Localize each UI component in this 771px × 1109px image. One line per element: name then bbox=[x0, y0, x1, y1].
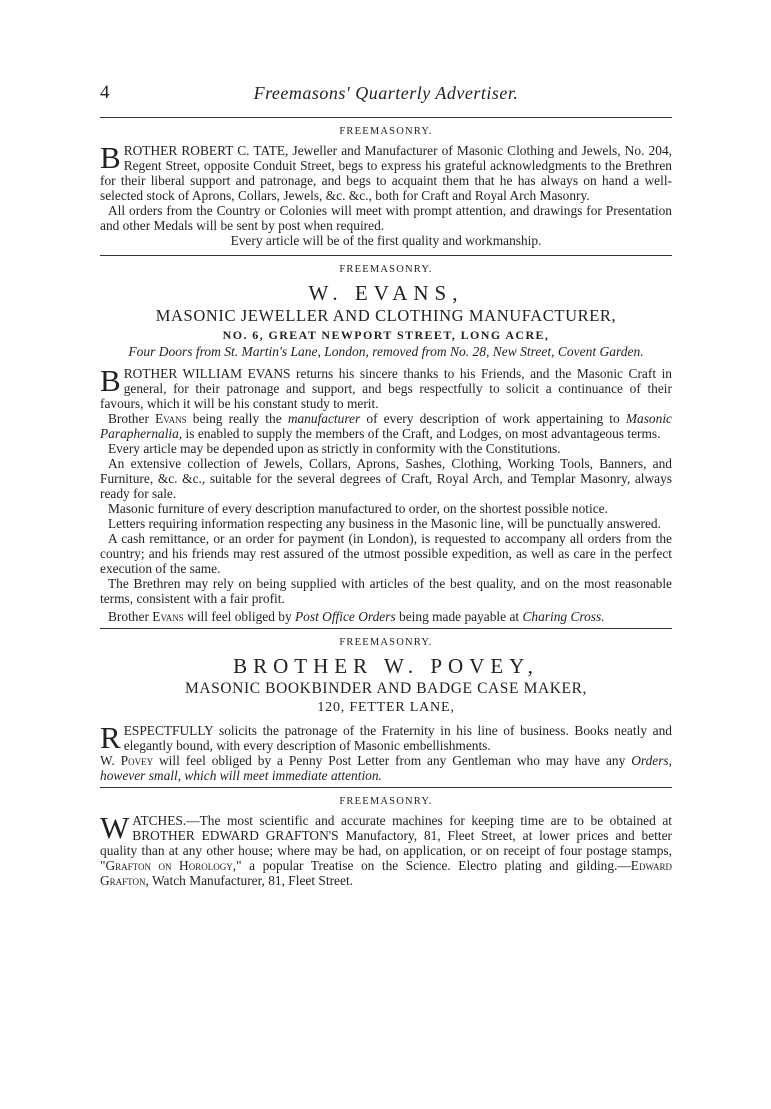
ad-divider bbox=[100, 255, 672, 256]
ad-paragraph: RESPECTFULLY solicits the patronage of the Fraternity in his line of business. Books neatly and elegantly bound, with every description of Masonic embellishments. bbox=[100, 720, 672, 755]
advertiser-name: W. EVANS, bbox=[308, 281, 464, 305]
page bbox=[100, 78, 672, 888]
ad-label: FREEMASONRY. bbox=[339, 796, 433, 807]
advertisement-povey bbox=[100, 635, 672, 783]
ad-paragraph: Letters requiring information respecting any business in the Masonic line, will be punctually answered. bbox=[108, 516, 661, 531]
advertiser-address: 120, FETTER LANE, bbox=[317, 700, 455, 715]
running-header bbox=[100, 78, 672, 108]
ad-paragraph: BROTHER ROBERT C. TATE, Jeweller and Manufacturer of Masonic Clothing and Jewels, No. 204, Regent Street, opposite Conduit Street, begs to express his grateful acknowledgments to the Brethren for their liberal support and patronage, and begs to acquaint them that he has always on hand a well-selected stock of Aprons, Collars, Jewels, &c. &c., both for Craft and Royal Arch Masonry. bbox=[100, 140, 672, 203]
advertiser-address: NO. 6, GREAT NEWPORT STREET, LONG ACRE, bbox=[222, 328, 550, 342]
drop-cap: B bbox=[100, 363, 121, 398]
header-rule bbox=[100, 117, 672, 118]
ad-paragraph: A cash remittance, or an order for payment (in London), is requested to accompany all orders from the country; and his friends may rest assured of the utmost possible expedition, as well as care in the perfect execution of the same. bbox=[100, 531, 672, 576]
advertiser-trade: MASONIC JEWELLER AND CLOTHING MANUFACTURER, bbox=[155, 306, 617, 325]
advertisement-grafton bbox=[100, 794, 672, 888]
advertiser-trade: MASONIC BOOKBINDER AND BADGE CASE MAKER, bbox=[184, 680, 588, 697]
ad-paragraph: WATCHES.—The most scientific and accurate machines for keeping time are to be obtained at BROTHER EDWARD GRAFTON'S Manufactory, 81, Fleet Street, at lower prices and better quality than at any other house; where may be had, on application, or on receipt of four postage stamps, "Grafton on Horology," a popular Treatise on the Science. Electro plating and gilding.—Edward Grafton, Watch Manufacturer, 81, Fleet Street. bbox=[100, 810, 672, 888]
ad-divider bbox=[100, 628, 672, 629]
ad-paragraph: W. Povey will feel obliged by a Penny Post Letter from any Gentleman who may have any Orders, however small, which will meet immediate attention. bbox=[100, 753, 672, 783]
ad-closing: Every article will be of the first quality and workmanship. bbox=[230, 233, 542, 248]
ad-label: FREEMASONRY. bbox=[339, 126, 433, 137]
drop-cap: W bbox=[100, 810, 130, 845]
ad-paragraph: The Brethren may rely on being supplied with articles of the best quality, and on the most reasonable terms, consistent with a fair profit. bbox=[100, 576, 672, 606]
advertisement-tate bbox=[100, 124, 672, 248]
ad-paragraph: All orders from the Country or Colonies will meet with prompt attention, and drawings for Presentation and other Medals will be sent by post when required. bbox=[100, 203, 672, 233]
page-number: 4 bbox=[100, 82, 110, 103]
ad-label: FREEMASONRY. bbox=[339, 264, 433, 275]
ad-paragraph: Every article may be depended upon as strictly in conformity with the Constitutions. bbox=[108, 441, 561, 456]
advertiser-name: BROTHER W. POVEY, bbox=[233, 654, 539, 678]
advertiser-location: Four Doors from St. Martin's Lane, London, removed from No. 28, New Street, Covent Garden. bbox=[128, 344, 644, 359]
ad-paragraph: BROTHER WILLIAM EVANS returns his sincere thanks to his Friends, and the Masonic Craft in general, for their patronage and support, and begs respectfully to solicit a continuance of their favours, which it will be his constant study to merit. bbox=[100, 363, 672, 411]
ad-label: FREEMASONRY. bbox=[339, 637, 433, 648]
advertisement-evans bbox=[100, 262, 672, 624]
drop-cap: R bbox=[100, 720, 121, 755]
ad-paragraph: Brother Evans being really the manufacturer of every description of work appertaining to Masonic Paraphernalia, is enabled to supply the members of the Craft, and Lodges, on most advantageous terms. bbox=[100, 411, 672, 441]
drop-cap: B bbox=[100, 140, 121, 175]
ad-paragraph: Masonic furniture of every description manufactured to order, on the shortest possible notice. bbox=[108, 501, 608, 516]
ad-paragraph: Brother Evans will feel obliged by Post Office Orders being made payable at Charing Cross. bbox=[108, 609, 605, 624]
ad-divider bbox=[100, 787, 672, 788]
publication-title: Freemasons' Quarterly Advertiser. bbox=[253, 83, 519, 103]
ad-paragraph: An extensive collection of Jewels, Collars, Aprons, Sashes, Clothing, Working Tools, Banners, and Furniture, &c. &c., suitable for the several degrees of Craft, Royal Arch, and Templar Masonry, always ready for sale. bbox=[100, 456, 672, 501]
